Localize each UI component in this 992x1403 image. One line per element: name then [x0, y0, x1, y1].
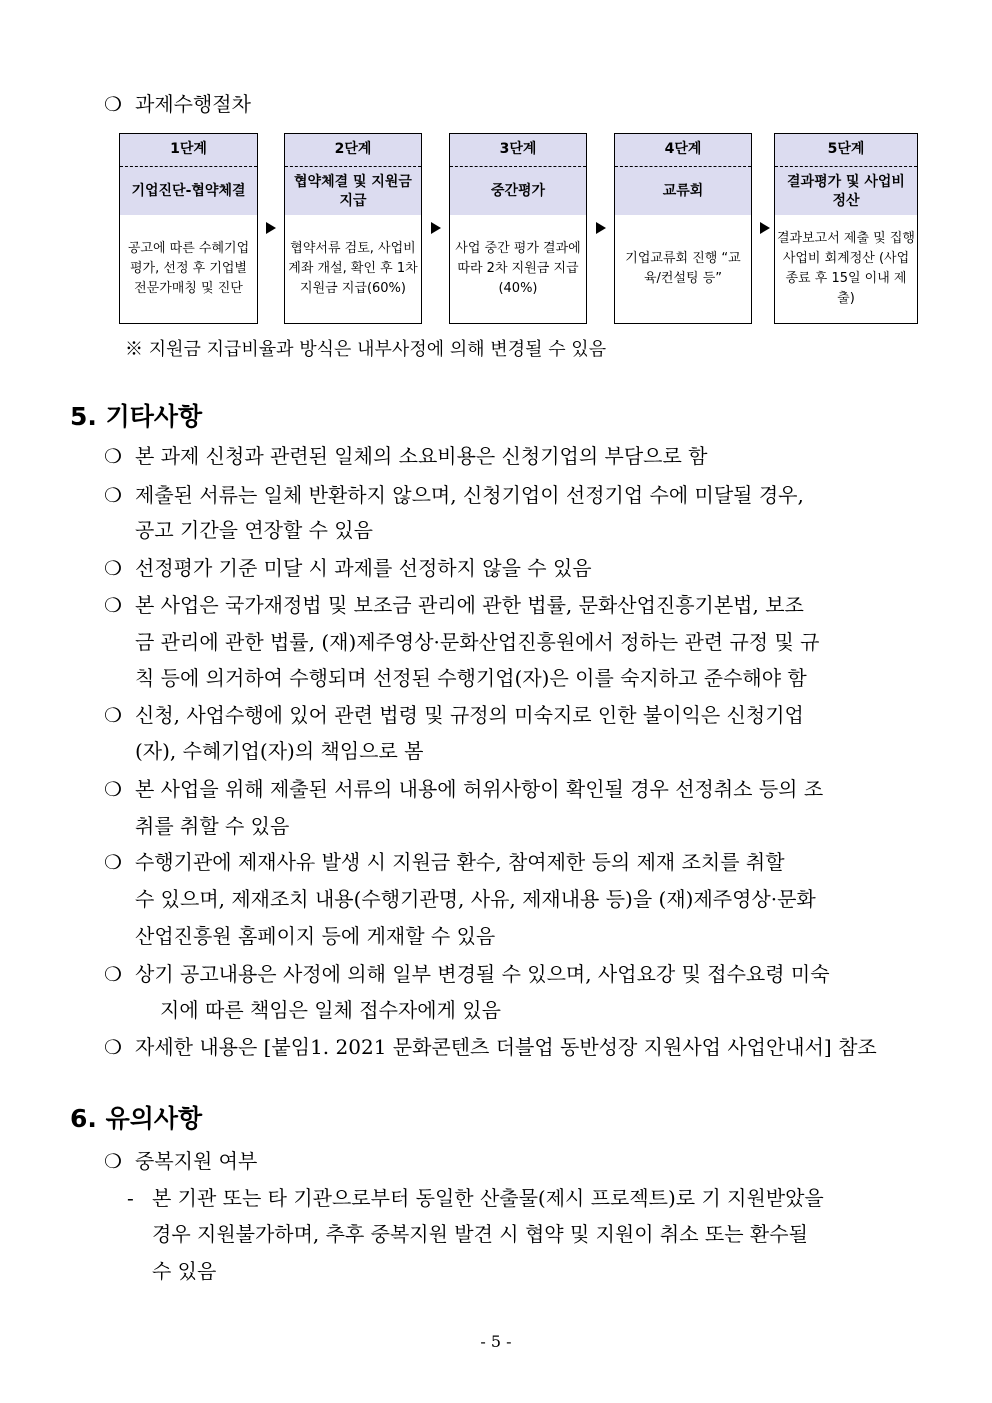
list-item-continuation: 공고 기간을 연장할 수 있음 — [135, 518, 373, 542]
stage-3-description: 사업 중간 평가 결과에 따라 2차 지원금 지급(40%) — [449, 215, 587, 324]
stage-5-header — [774, 133, 918, 216]
list-item — [104, 443, 708, 469]
circle-bullet-icon: ❍ — [104, 962, 122, 986]
list-item — [104, 961, 830, 987]
circle-bullet-icon: ❍ — [104, 593, 122, 617]
circle-bullet-icon: ❍ — [104, 92, 122, 116]
stage-3-header — [449, 133, 587, 216]
list-item-continuation: 금 관리에 관한 법률, (재)제주영상·문화산업진흥원에서 정하는 관련 규정 및 규 — [135, 630, 820, 654]
circle-bullet-icon: ❍ — [104, 703, 122, 727]
sub-list-item — [127, 1185, 824, 1211]
list-item — [104, 776, 823, 802]
stage-1-header — [119, 133, 258, 216]
stage-5-number: 5단계 — [775, 134, 917, 167]
stage-4-header — [614, 133, 752, 216]
list-item-continuation: 지에 따른 책임은 일체 접수자에게 있음 — [160, 998, 501, 1022]
stage-3-name: 중간평가 — [490, 183, 546, 199]
list-item-text: 신청, 사업수행에 있어 관련 법령 및 규정의 미숙지로 인한 불이익은 신청기업 — [135, 703, 804, 727]
list-item — [104, 1148, 257, 1174]
circle-bullet-icon: ❍ — [104, 1149, 122, 1173]
stage-2-name: 협약체결 및 지원금 지급 — [294, 173, 412, 209]
arrow-right-icon — [431, 222, 441, 234]
section-6-title: 6. 유의사항 — [70, 1104, 203, 1133]
stage-2-description: 협약서류 검토, 사업비 계좌 개설, 확인 후 1차 지원금 지급(60%) — [284, 215, 422, 324]
circle-bullet-icon: ❍ — [104, 483, 122, 507]
process-title: 과제수행절차 — [135, 92, 251, 116]
stage-5-description: 결과보고서 제출 및 집행 사업비 회계정산 (사업종료 후 15일 이내 제출) — [774, 215, 918, 324]
list-item-text: 수행기관에 제재사유 발생 시 지원금 환수, 참여제한 등의 제재 조치를 취할 — [135, 850, 785, 874]
list-item — [104, 555, 592, 581]
list-item-continuation: (자), 수혜기업(자)의 책임으로 봄 — [135, 739, 424, 763]
list-item-text: 상기 공고내용은 사정에 의해 일부 변경될 수 있으며, 사업요강 및 접수요령 미숙 — [135, 962, 830, 986]
list-item-text: 중복지원 여부 — [135, 1149, 258, 1173]
stage-1-description: 공고에 따른 수혜기업 평가, 선정 후 기업별 전문가매칭 및 진단 — [119, 215, 258, 324]
list-item-text: 선정평가 기준 미달 시 과제를 선정하지 않을 수 있음 — [135, 556, 592, 580]
stage-1-name: 기업진단-협약체결 — [131, 183, 246, 199]
arrow-right-icon — [266, 222, 276, 234]
circle-bullet-icon: ❍ — [104, 556, 122, 580]
list-item-continuation: 수 있으며, 제재조치 내용(수행기관명, 사유, 제재내용 등)을 (재)제주영상·문화 — [135, 887, 816, 911]
arrow-right-icon — [596, 222, 606, 234]
circle-bullet-icon: ❍ — [104, 850, 122, 874]
list-item-text: 제출된 서류는 일체 반환하지 않으며, 신청기업이 선정기업 수에 미달될 경우, — [135, 483, 804, 507]
list-item-text: 본 사업을 위해 제출된 서류의 내용에 허위사항이 확인될 경우 선정취소 등의 조 — [135, 777, 824, 801]
dash-bullet-icon: - — [127, 1186, 134, 1210]
section-5-title: 5. 기타사항 — [70, 402, 203, 431]
list-item-continuation: 취를 취할 수 있음 — [135, 814, 290, 838]
stage-1-number: 1단계 — [120, 134, 257, 167]
page-number: - 5 - — [480, 1332, 512, 1351]
list-item — [104, 592, 804, 618]
stage-4-name: 교류회 — [662, 183, 704, 199]
list-item-continuation: 칙 등에 의거하여 수행되며 선정된 수행기업(자)은 이를 숙지하고 준수해야 함 — [135, 666, 807, 690]
list-item-text: 자세한 내용은 [붙임1. 2021 문화콘텐츠 더블업 동반성장 지원사업 사업안내서] 참조 — [135, 1035, 877, 1059]
circle-bullet-icon: ❍ — [104, 444, 122, 468]
circle-bullet-icon: ❍ — [104, 777, 122, 801]
stage-2-header — [284, 133, 422, 216]
stage-5-name: 결과평가 및 사업비 정산 — [787, 173, 905, 209]
list-item — [104, 482, 804, 508]
stage-3-number: 3단계 — [450, 134, 586, 167]
list-item-text: 본 사업은 국가재정법 및 보조금 관리에 관한 법률, 문화산업진흥기본법, 보조 — [135, 593, 804, 617]
stage-4-number: 4단계 — [615, 134, 751, 167]
sub-list-item-continuation: 경우 지원불가하며, 추후 중복지원 발견 시 협약 및 지원이 취소 또는 환수될 — [152, 1222, 808, 1246]
circle-bullet-icon: ❍ — [104, 1035, 122, 1059]
process-heading — [104, 91, 251, 117]
list-item — [104, 1034, 877, 1060]
stage-2-number: 2단계 — [285, 134, 421, 167]
sub-list-item-text: 본 기관 또는 타 기관으로부터 동일한 산출물(제시 프로젝트)로 기 지원받았을 — [152, 1186, 824, 1210]
list-item-continuation: 산업진흥원 홈페이지 등에 게재할 수 있음 — [135, 924, 496, 948]
list-item — [104, 702, 804, 728]
arrow-right-icon — [760, 222, 770, 234]
list-item — [104, 849, 785, 875]
sub-list-item-continuation: 수 있음 — [152, 1259, 217, 1283]
list-item-text: 본 과제 신청과 관련된 일체의 소요비용은 신청기업의 부담으로 함 — [135, 444, 708, 468]
process-note: ※ 지원금 지급비율과 방식은 내부사정에 의해 변경될 수 있음 — [125, 339, 607, 360]
stage-4-description: 기업교류회 진행 “교육/컨설팅 등” — [614, 215, 752, 324]
